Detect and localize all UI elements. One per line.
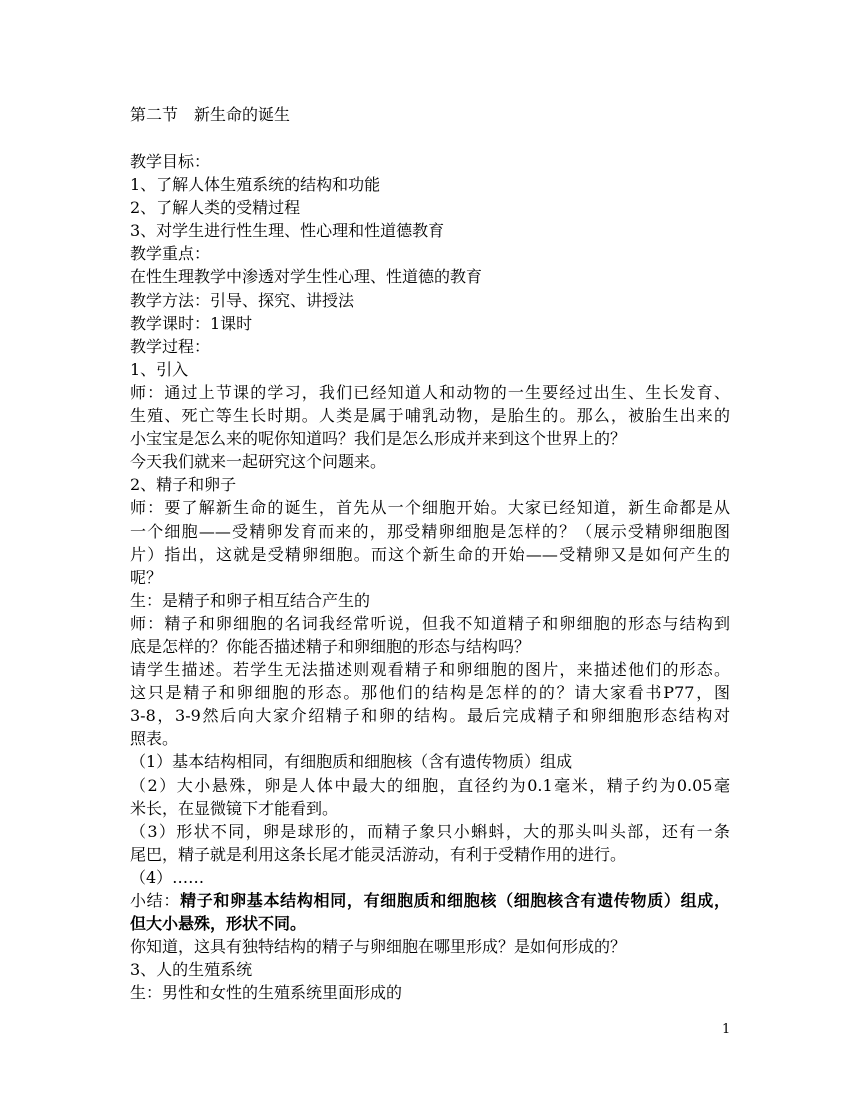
text-line: 教学课时：1课时 [130,313,253,333]
text-line: 2、了解人类的受精过程 [130,198,301,218]
text-line: 2、精子和卵子 [130,475,237,495]
text-line: 你知道，这具有独特结构的精子与卵细胞在哪里形成？是如何形成的？ [130,937,627,957]
text-line: 在性生理教学中渗透对学生性心理、性道德的教育 [130,267,483,287]
text-line: 尾巴，精子就是利用这条长尾才能灵活游动，有利于受精作用的进行。 [130,844,627,864]
text-line: 这只是精子和卵细胞的形态。那他们的结构是怎样的的？请大家看书P77，图 [130,683,730,703]
text-line: 3、对学生进行性生理、性心理和性道德教育 [130,221,445,241]
text-line: （1）基本结构相同，有细胞质和细胞核（含有遗传物质）组成 [130,752,573,772]
text-line: 片）指出，这就是受精卵细胞。而这个新生命的开始——受精卵又是如何产生的 [130,544,730,564]
text-line: 呢？ [130,567,163,587]
text-line: 教学目标： [130,152,211,171]
text-line: 小宝宝是怎么来的呢你知道吗？我们是怎么形成并来到这个世界上的？ [130,429,627,449]
text-line: （3）形状不同，卵是球形的，而精子象只小蝌蚪，大的那头叫头部，还有一条 [130,821,730,841]
text-line: 底是怎样的？你能否描述精子和卵细胞的形态与结构吗？ [130,636,531,656]
text-line: 今天我们就来一起研究这个问题来。 [130,452,387,472]
text-line: 生：男性和女性的生殖系统里面形成的 [130,983,403,1003]
summary-line [130,889,730,912]
summary-label: 小结： [130,891,181,910]
text-line: 生：是精子和卵子相互结合产生的 [130,590,371,610]
text-line: 米长，在显微镜下才能看到。 [130,798,339,818]
text-line: 师：精子和卵细胞的名词我经常听说，但我不知道精子和卵细胞的形态与结构到 [130,613,730,633]
text-line: 照表。 [130,729,179,749]
text-line: （2）大小悬殊，卵是人体中最大的细胞，直径约为0.1毫米，精子约为0.05毫 [130,775,730,795]
text-line: （4）…… [130,867,205,887]
section-title: 第二节 新生命的诞生 [130,105,291,124]
text-line: 3-8，3-9然后向大家介绍精子和卵的结构。最后完成精子和卵细胞形态结构对 [130,706,730,726]
text-line: 3、人的生殖系统 [130,960,253,980]
page-number: 1 [722,1022,731,1037]
text-line: 师：通过上节课的学习，我们已经知道人和动物的一生要经过出生、生长发育、 [130,382,730,402]
text-line: 生殖、死亡等生长时期。人类是属于哺乳动物，是胎生的。那么，被胎生出来的 [130,406,730,426]
text-line: 师：要了解新生命的诞生，首先从一个细胞开始。大家已经知道，新生命都是从 [130,498,730,518]
text-line: 1、引入 [130,359,189,379]
document-body [130,103,730,1004]
text-line: 一个细胞——受精卵发育而来的，那受精卵细胞是怎样的？（展示受精卵细胞图 [130,521,730,541]
text-line: 教学重点： [130,244,211,264]
summary-text: 精子和卵基本结构相同，有细胞质和细胞核（细胞核含有遗传物质）组成， [180,891,730,910]
text-line: 教学方法：引导、探究、讲授法 [130,290,355,310]
text-line: 教学过程： [130,336,211,356]
text-line: 1、了解人体生殖系统的结构和功能 [130,175,381,195]
summary-text: 但大小悬殊，形状不同。 [130,914,307,934]
text-line: 请学生描述。若学生无法描述则观看精子和卵细胞的图片，来描述他们的形态。 [130,660,730,680]
